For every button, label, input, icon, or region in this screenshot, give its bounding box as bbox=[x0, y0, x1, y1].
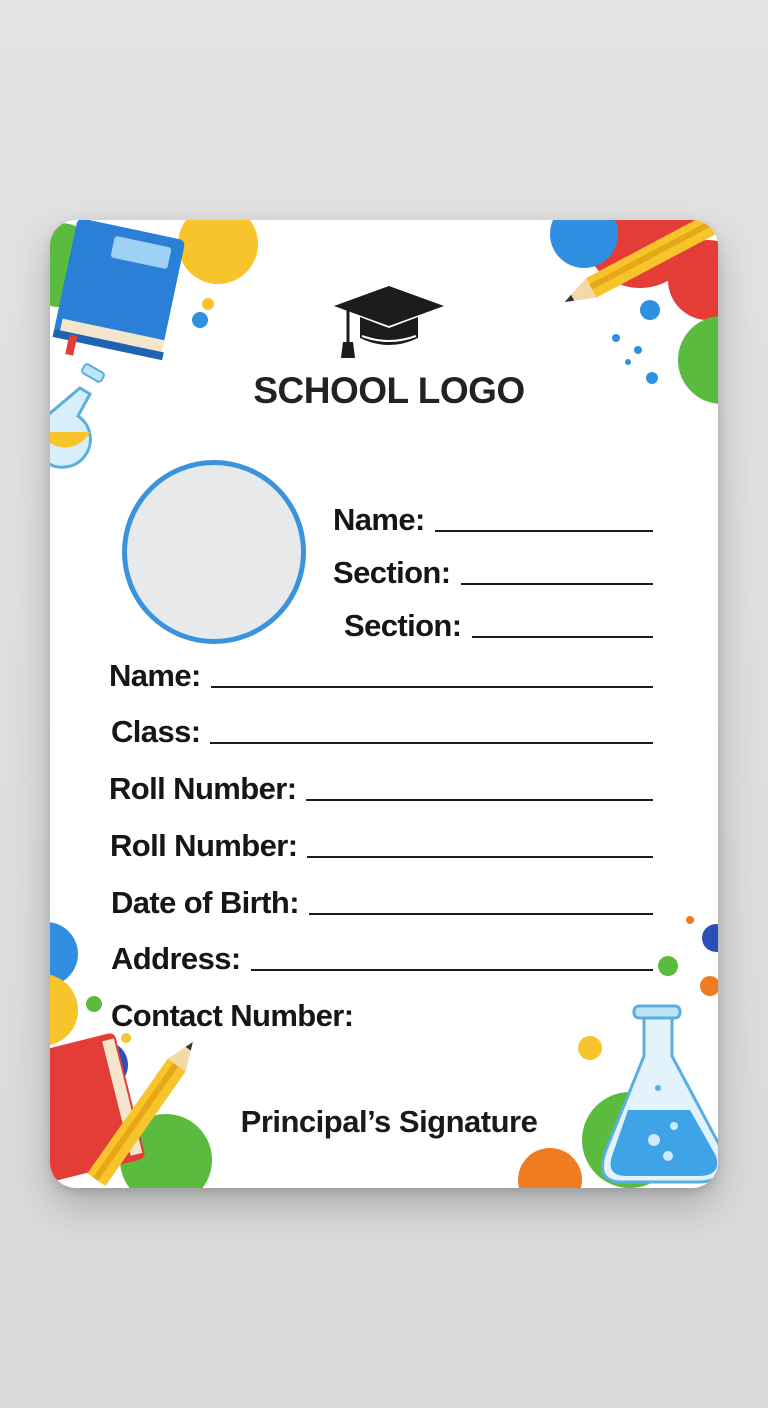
dot bbox=[702, 924, 718, 952]
dot bbox=[658, 956, 678, 976]
dot bbox=[634, 346, 642, 354]
dot bbox=[86, 996, 102, 1012]
roll-number-field[interactable] bbox=[109, 765, 653, 805]
field-label: Class: bbox=[111, 714, 201, 749]
field-label: Name: bbox=[333, 502, 425, 537]
class-field[interactable] bbox=[111, 708, 653, 748]
roll-number-field-2[interactable] bbox=[110, 822, 653, 862]
decorations bbox=[50, 220, 718, 1188]
dot bbox=[612, 334, 620, 342]
school-logo-text: SCHOOL LOGO bbox=[253, 370, 525, 411]
field-line bbox=[472, 636, 654, 638]
graduation-cap-icon bbox=[332, 286, 446, 362]
photo-placeholder[interactable] bbox=[122, 460, 306, 644]
field-line bbox=[461, 583, 654, 585]
field-line bbox=[210, 742, 653, 744]
address-field[interactable] bbox=[111, 935, 653, 975]
principal-signature-label: Principal’s Signature bbox=[240, 1104, 538, 1139]
orange-blob bbox=[518, 1148, 582, 1188]
name-field-short[interactable] bbox=[333, 496, 653, 536]
field-label: Name: bbox=[109, 658, 201, 693]
dot bbox=[192, 312, 208, 328]
dot bbox=[121, 1033, 131, 1043]
field-line bbox=[211, 686, 653, 688]
name-field[interactable] bbox=[109, 652, 653, 692]
dot bbox=[625, 359, 631, 365]
field-label: Section: bbox=[344, 608, 462, 643]
field-line bbox=[309, 913, 653, 915]
yellow-blob bbox=[178, 220, 258, 284]
date-of-birth-field[interactable] bbox=[111, 879, 653, 919]
field-label: Roll Number: bbox=[110, 828, 298, 863]
field-label: Date of Birth: bbox=[111, 885, 299, 920]
field-line bbox=[307, 856, 653, 858]
field-label: Address: bbox=[111, 941, 241, 976]
section-field[interactable] bbox=[333, 549, 653, 589]
dot bbox=[578, 1036, 602, 1060]
field-line bbox=[251, 969, 653, 971]
dot bbox=[700, 976, 718, 996]
field-label: Contact Number: bbox=[111, 998, 354, 1033]
id-card bbox=[50, 220, 718, 1188]
yellow-blob bbox=[50, 974, 78, 1046]
dot bbox=[640, 300, 660, 320]
field-line bbox=[435, 530, 653, 532]
field-label: Section: bbox=[333, 555, 451, 590]
field-line bbox=[306, 799, 653, 801]
section-field-2[interactable] bbox=[344, 602, 653, 642]
contact-number-field[interactable] bbox=[111, 992, 511, 1032]
field-label: Roll Number: bbox=[109, 771, 297, 806]
dot bbox=[202, 298, 214, 310]
dot bbox=[686, 916, 694, 924]
